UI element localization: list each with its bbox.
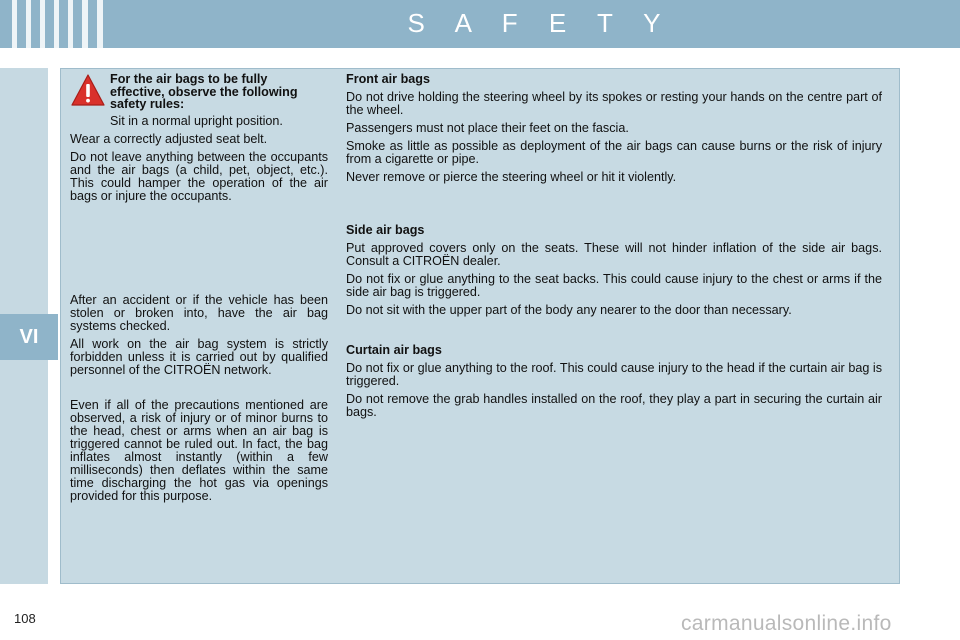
header-stripes-decoration [12,0,112,48]
rule-seat-belt: Wear a correctly adjusted seat belt. [70,131,268,146]
chapter-marker: VI [0,314,58,360]
warning-block [70,73,328,111]
page-number: 108 [14,611,36,626]
work-forbidden-text: All work on the air bag system is strictly forbidden unless it is carried out by qualified personnel of the CITROËN network. [70,336,328,377]
curtain-airbags-title: Curtain air bags [346,343,442,357]
side-airbags-text-3: Do not sit with the upper part of the body any nearer to the door than necessary. [346,303,792,317]
curtain-airbags-text-2: Do not remove the grab handles installed on the roof, they play a part in securing the curtain air bags. [346,392,882,419]
after-accident-text: After an accident or if the vehicle has been stolen or broken into, have the air bag systems checked. [70,292,328,333]
front-airbags-text-2: Passengers must not place their feet on the fascia. [346,121,629,135]
front-airbags-text-1: Do not drive holding the steering wheel by its spokes or resting your hands on the centre part of the wheel. [346,90,882,117]
page-header [0,0,960,48]
rule-upright: Sit in a normal upright position. [110,113,283,128]
curtain-airbags-text-1: Do not fix or glue anything to the roof. This could cause injury to the head if the curtain air bag is triggered. [346,361,882,388]
watermark: carmanualsonline.info [681,612,892,635]
warning-heading: For the air bags to be fully effective, observe the following safety rules: [110,72,298,111]
side-airbags-title: Side air bags [346,223,425,237]
side-airbags-text-2: Do not fix or glue anything to the seat backs. This could cause injury to the chest or arms if the side air bag is triggered. [346,272,882,299]
rule-nothing-between: Do not leave anything between the occupants and the air bags (a child, pet, object, etc.). This could hamper the operation of the air bags or injure the occupants. [70,149,328,203]
right-column [346,73,882,424]
front-airbags-title: Front air bags [346,72,430,86]
warning-triangle-icon [70,73,106,109]
left-column [70,73,328,508]
front-airbags-text-3: Smoke as little as possible as deployment of the air bags can cause burns or the risk of injury from a cigarette or pipe. [346,139,882,166]
front-airbags-text-4: Never remove or pierce the steering wheel or hit it violently. [346,170,677,184]
page-title: S A F E T Y [407,8,673,38]
residual-risk-text: Even if all of the precautions mentioned are observed, a risk of injury or of minor burns to the head, chest or arms when an air bag is triggered cannot be ruled out. In fact, the bag inflates almost instantly (within a few milliseconds) then deflates within the same time discharging the hot gas via openings provided for this purpose. [70,397,328,503]
side-airbags-text-1: Put approved covers only on the seats. These will not hinder inflation of the side air bags. Consult a CITROËN dealer. [346,241,882,268]
